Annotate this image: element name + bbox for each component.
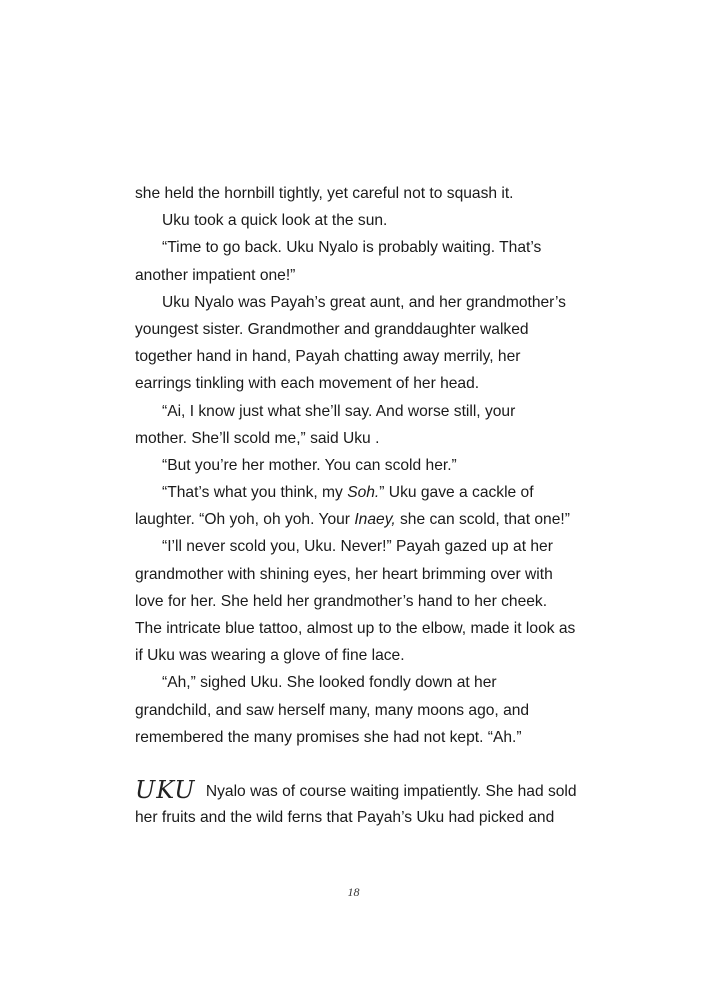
text-line: grandchild, and saw herself many, many moons ago, and	[135, 701, 530, 719]
text-line: her fruits and the wild ferns that Payah’s Uku had picked and	[135, 809, 555, 827]
section-first-line	[135, 777, 585, 804]
page-number: 18	[347, 885, 360, 899]
text-line: she held the hornbill tightly, yet careful not to squash it.	[135, 185, 514, 202]
text-segment: Nyalo was of course waiting impatiently. She had sold	[201, 782, 577, 800]
text-line: “But you’re her mother. You can scold her.”	[162, 456, 457, 474]
text-line: another impatient one!”	[135, 266, 296, 284]
text-segment: “That’s what you think, my	[162, 484, 348, 502]
text-segment: ” Uku gave a cackle of	[379, 484, 534, 502]
decorative-initial: UKU	[135, 775, 196, 804]
text-line: love for her. She held her grandmother’s hand to her cheek.	[135, 592, 548, 610]
text-line: grandmother with shining eyes, her heart brimming over with	[135, 565, 553, 583]
text-line: together hand in hand, Payah chatting away merrily, her	[135, 348, 521, 366]
text-line-soh	[135, 479, 585, 506]
text-segment: laughter. “Oh yoh, oh yoh. Your	[135, 511, 355, 529]
text-line: Uku Nyalo was Payah’s great aunt, and her grandmother’s	[162, 293, 566, 311]
text-segment: she can scold, that one!”	[395, 511, 570, 529]
text-line: remembered the many promises she had not kept. “Ah.”	[135, 728, 522, 746]
body-text	[135, 180, 585, 831]
text-line: “I’ll never scold you, Uku. Never!” Payah gazed up at her	[162, 538, 553, 556]
text-line: “Ah,” sighed Uku. She looked fondly down at her	[162, 674, 497, 692]
text-line: earrings tinkling with each movement of her head.	[135, 375, 480, 393]
section-break	[135, 751, 585, 777]
text-line: The intricate blue tattoo, almost up to the elbow, made it look as	[135, 620, 576, 637]
italic-word: Soh.	[347, 484, 380, 502]
text-line-inaey	[135, 506, 585, 533]
text-line: “Ai, I know just what she’ll say. And worse still, your	[162, 402, 516, 420]
text-line: if Uku was wearing a glove of fine lace.	[135, 647, 405, 665]
italic-word: Inaey,	[354, 511, 396, 529]
text-line: “Time to go back. Uku Nyalo is probably waiting. That’s	[162, 239, 542, 257]
text-line: youngest sister. Grandmother and granddaughter walked	[135, 320, 529, 338]
text-line: Uku took a quick look at the sun.	[162, 212, 388, 230]
text-line: mother. She’ll scold me,” said Uku .	[135, 429, 380, 447]
